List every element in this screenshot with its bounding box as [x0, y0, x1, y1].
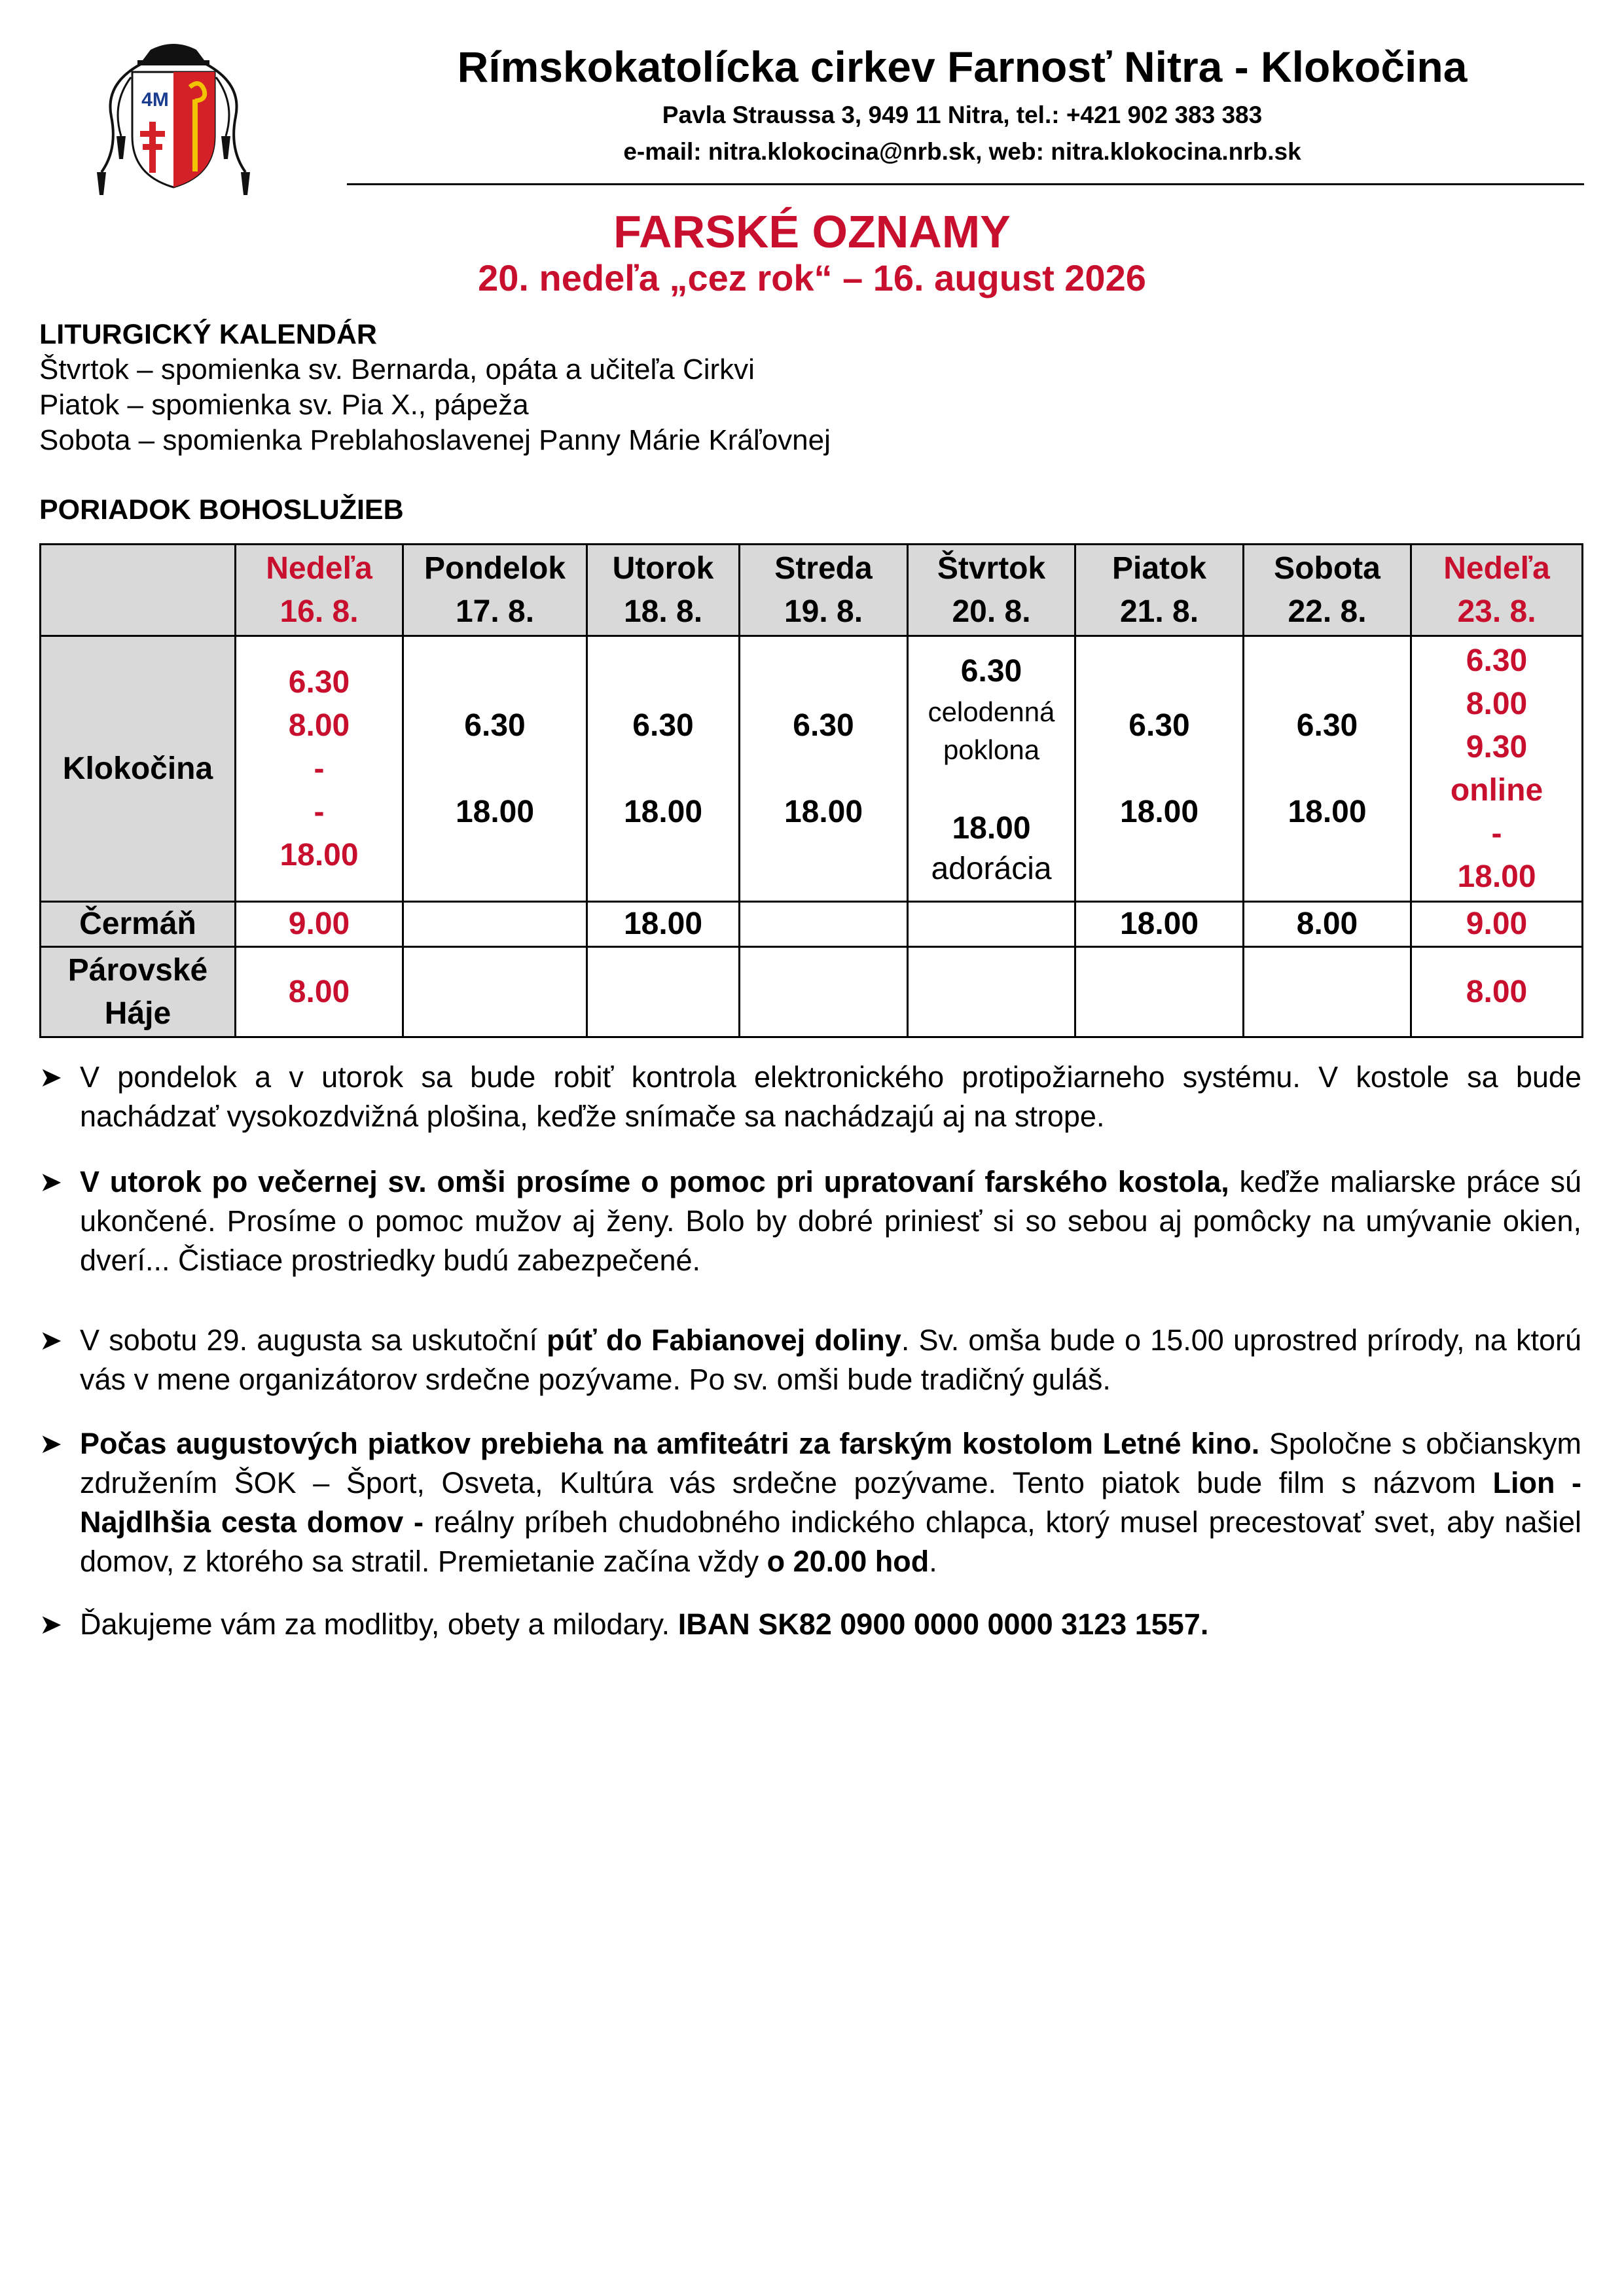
cell-parovske-tue	[587, 947, 740, 1037]
bullet-arrow-icon: ➤	[39, 1166, 63, 1197]
notice-fire-system: ➤ V pondelok a v utorok sa bude robiť kontrola elektronického protipožiarneho systému. V kostole sa bude nachádzať vysokozdvižná plošina, keďže snímače sa nachádzajú aj na strope.	[39, 1058, 1581, 1136]
cell-klokocina-mon: 6.30 18.00	[403, 636, 587, 902]
liturgical-line: Piatok – spomienka sv. Pia X., pápeža	[39, 389, 529, 421]
table-row-cerman	[41, 902, 1583, 947]
parish-crest-logo	[92, 38, 255, 198]
cell-klokocina-wed: 6.30 18.00	[740, 636, 908, 902]
day-header-sun2: Nedeľa 23. 8.	[1411, 545, 1583, 636]
cell-parovske-sun2: 8.00	[1411, 947, 1583, 1037]
cell-parovske-wed	[740, 947, 908, 1037]
cell-klokocina-sat: 6.30 18.00	[1244, 636, 1411, 902]
notice-pilgrimage: ➤ V sobotu 29. augusta sa uskutoční púť do Fabianovej doliny. Sv. omša bude o 15.00 uprostred prírody, na ktorú vás v mene organizátorov srdečne pozývame. Po sv. omši bude tradičný guláš.	[39, 1321, 1581, 1399]
schedule-heading: PORIADOK BOHOSLUŽIEB	[39, 494, 404, 526]
day-header-sat: Sobota 22. 8.	[1244, 545, 1411, 636]
location-klokocina: Klokočina	[41, 636, 236, 902]
location-cerman: Čermáň	[41, 902, 236, 947]
location-parovske-haje: Párovské Háje	[41, 947, 236, 1037]
bullet-arrow-icon: ➤	[39, 1062, 63, 1092]
cell-parovske-sat	[1244, 947, 1411, 1037]
cell-klokocina-tue: 6.30 18.00	[587, 636, 740, 902]
page-title: FARSKÉ OZNAMY	[613, 206, 1011, 257]
cell-cerman-sat: 8.00	[1244, 902, 1411, 947]
day-header-sun1: Nedeľa 16. 8.	[236, 545, 403, 636]
table-row-parovske	[41, 947, 1583, 1037]
day-header-tue: Utorok 18. 8.	[587, 545, 740, 636]
cell-cerman-thu	[908, 902, 1075, 947]
day-header-fri: Piatok 21. 8.	[1075, 545, 1244, 636]
liturgical-line: Štvrtok – spomienka sv. Bernarda, opáta a učiteľa Cirkvi	[39, 353, 755, 386]
cell-parovske-thu	[908, 947, 1075, 1037]
liturgical-heading: LITURGICKÝ KALENDÁR	[39, 319, 377, 350]
header-divider	[347, 183, 1584, 185]
cell-cerman-fri: 18.00	[1075, 902, 1244, 947]
cell-cerman-wed	[740, 902, 908, 947]
bullet-arrow-icon: ➤	[39, 1609, 63, 1640]
notice-summer-cinema: ➤ Počas augustových piatkov prebieha na amfiteátri za farským kostolom Letné kino. Spoločne s občianskym združením ŠOK – Šport, Osveta, Kultúra vás srdečne pozývame. Tento piatok bude film s názvom Lion - Najdlhšia cesta domov - reálny príbeh chudobného indického chlapca, ktorý musel precestovať svet, aby našiel domov, z ktorého sa stratil. Premietanie začína vždy o 20.00 hod.	[39, 1424, 1581, 1581]
notice-cleaning: ➤ V utorok po večernej sv. omši prosíme o pomoc pri upratovaní farského kostola, keďže maliarske práce sú ukončené. Prosíme o pomoc mužov aj ženy. Bolo by dobré priniesť si so sebou aj pomôcky na umývanie okien, dverí... Čistiace prostriedky budú zabezpečené.	[39, 1162, 1581, 1280]
cell-cerman-sun1: 9.00	[236, 902, 403, 947]
bullet-arrow-icon: ➤	[39, 1325, 63, 1355]
notice-donations: ➤ Ďakujeme vám za modlitby, obety a milodary. IBAN SK82 0900 0000 0000 3123 1557.	[39, 1605, 1581, 1644]
liturgical-line: Sobota – spomienka Preblahoslavenej Panny Márie Kráľovnej	[39, 424, 831, 456]
cell-klokocina-sun1: 6.30 8.00 - - 18.00	[236, 636, 403, 902]
day-header-mon: Pondelok 17. 8.	[403, 545, 587, 636]
parish-contact: e-mail: nitra.klokocina@nrb.sk, web: nitra.klokocina.nrb.sk	[623, 138, 1301, 165]
cell-cerman-sun2: 9.00	[1411, 902, 1583, 947]
page-subtitle: 20. nedeľa „cez rok“ – 16. august 2026	[478, 257, 1146, 298]
table-row-klokocina	[41, 636, 1583, 902]
day-header-thu: Štvrtok 20. 8.	[908, 545, 1075, 636]
crest-monogram: 4M	[141, 89, 169, 111]
cell-parovske-fri	[1075, 947, 1244, 1037]
cell-klokocina-fri: 6.30 18.00	[1075, 636, 1244, 902]
cell-cerman-tue: 18.00	[587, 902, 740, 947]
cell-parovske-sun1: 8.00	[236, 947, 403, 1037]
cell-klokocina-sun2: 6.30 8.00 9.30 online - 18.00	[1411, 636, 1583, 902]
header-corner-cell	[41, 545, 236, 636]
cell-klokocina-thu: 6.30 celodenná poklona 18.00 adorácia	[908, 636, 1075, 902]
mass-schedule-table	[39, 543, 1583, 1038]
table-header-row	[41, 545, 1583, 636]
parish-address: Pavla Straussa 3, 949 11 Nitra, tel.: +421 902 383 383	[662, 101, 1263, 128]
bullet-arrow-icon: ➤	[39, 1428, 63, 1459]
cell-cerman-mon	[403, 902, 587, 947]
parish-name: Rímskokatolícka cirkev Farnosť Nitra - Klokočina	[457, 43, 1468, 91]
cell-parovske-mon	[403, 947, 587, 1037]
day-header-wed: Streda 19. 8.	[740, 545, 908, 636]
